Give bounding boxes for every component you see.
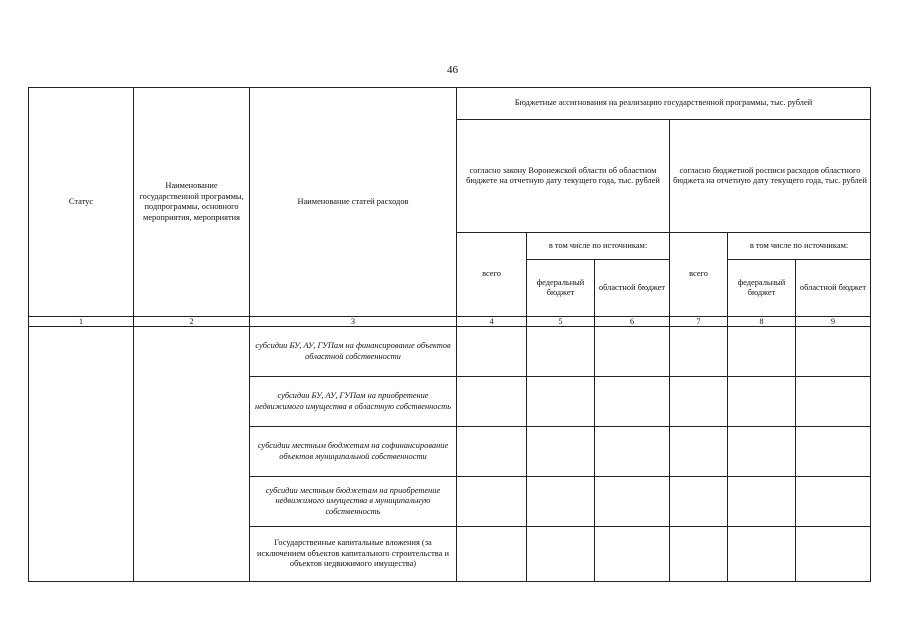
value-cell bbox=[728, 427, 796, 477]
value-cell bbox=[527, 427, 595, 477]
value-cell bbox=[457, 427, 527, 477]
expense-item-label: Государственные капитальные вложения (за исключением объектов капитального строительства и объектов недвижимого имущества) bbox=[250, 527, 457, 582]
value-cell bbox=[728, 527, 796, 582]
expense-item-label: субсидии БУ, АУ, ГУПам на приобретение недвижимого имущества в областную собственность bbox=[250, 377, 457, 427]
value-cell bbox=[527, 477, 595, 527]
value-cell bbox=[527, 527, 595, 582]
header-law-federal: федеральный бюджет bbox=[527, 260, 595, 317]
value-cell bbox=[457, 477, 527, 527]
value-cell bbox=[670, 327, 728, 377]
value-cell bbox=[670, 527, 728, 582]
program-name-cell bbox=[134, 327, 250, 582]
expense-item-label: субсидии БУ, АУ, ГУПам на финансирование объектов областной собственности bbox=[250, 327, 457, 377]
column-number: 5 bbox=[527, 317, 595, 327]
header-law-including: в том числе по источникам: bbox=[527, 233, 670, 260]
budget-allocations-table bbox=[28, 87, 871, 582]
table-row bbox=[29, 327, 871, 377]
column-number-row bbox=[29, 317, 871, 327]
column-number: 1 bbox=[29, 317, 134, 327]
header-schedule-including: в том числе по источникам: bbox=[728, 233, 871, 260]
value-cell bbox=[595, 327, 670, 377]
value-cell bbox=[595, 377, 670, 427]
header-expense-name: Наименование статей расходов bbox=[250, 88, 457, 317]
value-cell bbox=[527, 377, 595, 427]
value-cell bbox=[595, 427, 670, 477]
column-number: 6 bbox=[595, 317, 670, 327]
header-by-law: согласно закону Воронежской области об областном бюджете на отчетную дату текущего года, тыс. рублей bbox=[457, 120, 670, 233]
value-cell bbox=[457, 327, 527, 377]
header-law-regional: областной бюджет bbox=[595, 260, 670, 317]
header-schedule-federal: федеральный бюджет bbox=[728, 260, 796, 317]
header-by-schedule: согласно бюджетной росписи расходов областного бюджета на отчетную дату текущего года, тыс. рублей bbox=[670, 120, 871, 233]
header-program-name: Наименование государственной программы, подпрограммы, основного мероприятия, мероприятия bbox=[134, 88, 250, 317]
header-status: Статус bbox=[29, 88, 134, 317]
header-law-total: всего bbox=[457, 233, 527, 317]
value-cell bbox=[728, 477, 796, 527]
value-cell bbox=[457, 527, 527, 582]
column-number: 9 bbox=[796, 317, 871, 327]
value-cell bbox=[728, 327, 796, 377]
value-cell bbox=[595, 527, 670, 582]
value-cell bbox=[670, 477, 728, 527]
value-cell bbox=[670, 377, 728, 427]
status-cell bbox=[29, 327, 134, 582]
column-number: 8 bbox=[728, 317, 796, 327]
value-cell bbox=[796, 427, 871, 477]
value-cell bbox=[457, 377, 527, 427]
column-number: 3 bbox=[250, 317, 457, 327]
column-number: 4 bbox=[457, 317, 527, 327]
column-number: 7 bbox=[670, 317, 728, 327]
value-cell bbox=[796, 527, 871, 582]
value-cell bbox=[796, 327, 871, 377]
value-cell bbox=[728, 377, 796, 427]
page-number: 46 bbox=[447, 64, 458, 76]
value-cell bbox=[527, 327, 595, 377]
value-cell bbox=[796, 377, 871, 427]
column-number: 2 bbox=[134, 317, 250, 327]
header-allocations: Бюджетные ассигнования на реализацию государственной программы, тыс. рублей bbox=[457, 88, 871, 120]
expense-item-label: субсидии местным бюджетам на софинансирование объектов муниципальной собственности bbox=[250, 427, 457, 477]
header-schedule-regional: областной бюджет bbox=[796, 260, 871, 317]
value-cell bbox=[670, 427, 728, 477]
value-cell bbox=[796, 477, 871, 527]
header-schedule-total: всего bbox=[670, 233, 728, 317]
value-cell bbox=[595, 477, 670, 527]
expense-item-label: субсидии местным бюджетам на приобретение недвижимого имущества в муниципальную собственность bbox=[250, 477, 457, 527]
